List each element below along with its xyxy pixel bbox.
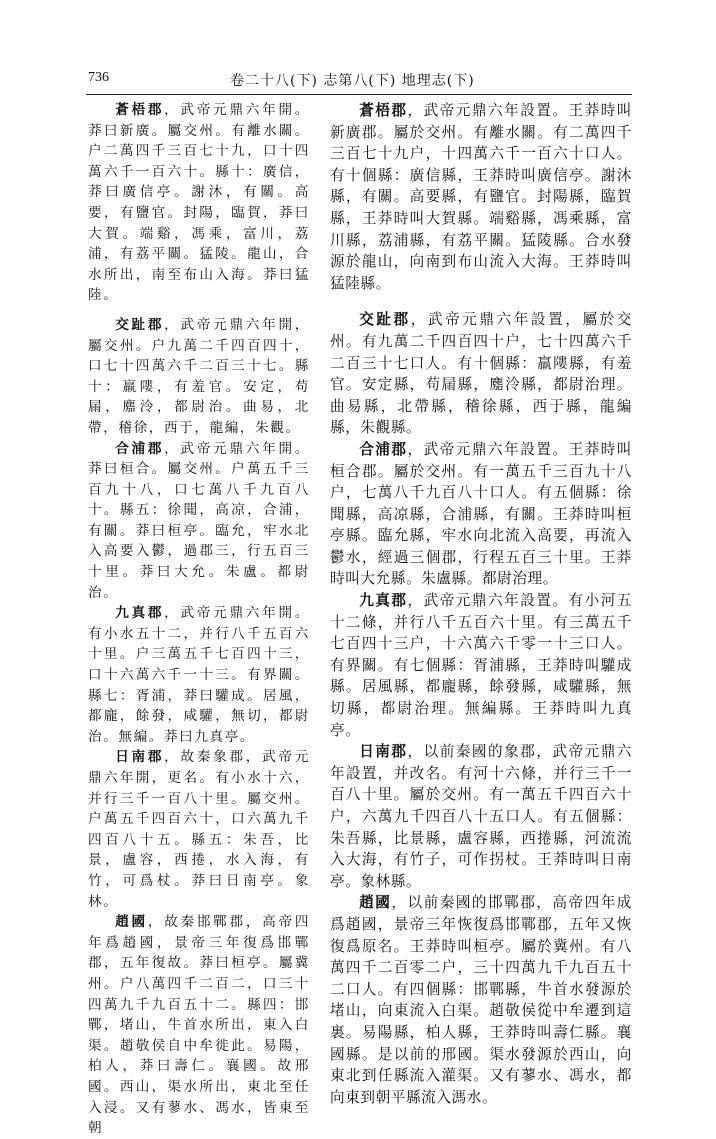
right-column-translation: [330, 100, 632, 1108]
paragraph-zhao-translation: 趙國，以前秦國的邯鄲郡，高帝四年成爲趙國，景帝三年恢復爲邯鄲郡，五年又恢復爲原名。王莽時叫桓亭。屬於冀州。有八萬四千二百零二户，三十四萬九千九百五十二口人。有四個縣：邯鄲縣，牛首水發源於堵山，向東流入白渠。趙敬侯從中牟遷到這裏。易陽縣，柏人縣，王莽時叫壽仁縣。襄國縣。是以前的邢國。渠水發源於西山，向東北到任縣流入灌渠。又有蓼水、馮水，都向東到朝平縣流入溤水。: [330, 894, 632, 1106]
paragraph-hepu-translation: 合浦郡，武帝元鼎六年設置。王莽時叫桓合郡。屬於交州。有一萬五千三百九十八户，七萬八千九百八十口人。有五個縣：徐聞縣，高凉縣，合浦縣，有關。王莽時叫桓亭縣。臨允縣，牢水向北流入高要，再流入鬱水，經過三個郡，行程五百三十里。王莽時叫大允縣。朱盧縣。都尉治理。: [330, 440, 632, 588]
paragraph-zhao: 趙國，故秦邯鄲郡，高帝四年爲趙國，景帝三年復爲邯鄲郡，五年復故。莽曰桓亭。屬冀州。户八萬四千二百二，口三十四萬九千九百五十二。縣四：邯鄲，堵山，牛首水所出，東入白渠。趙敬侯自中牟徙此。易陽，柏人，莽曰壽仁。襄國。故邢國。西山，渠水所出，東北至任入浸。又有蓼水、馮水，皆東至朝: [88, 914, 311, 1137]
paragraph-jiaozhi-translation: 交趾郡，武帝元鼎六年設置，屬於交州。有九萬二千四百四十户，七十四萬六千二百三十七口人。有十個縣：羸𨻻縣，有羞官。安定縣，苟屚縣，䴥泠縣，都尉治理。曲易縣，北帶縣，稽徐縣，西于縣，龍編縣，朱觀縣。: [330, 311, 632, 437]
running-title: 卷二十八(下) 志第八(下) 地理志(下): [230, 73, 475, 89]
paragraph-jiuzhen: 九真郡，武帝元鼎六年開。有小水五十二，并行八千五百六十里。户三萬五千七百四十三，口十六萬六千一十三。有界關。縣七：胥浦，莽曰驩成。居風，都龐，餘發，咸驩，無切，都尉治。無編。莽曰九真亭。: [88, 605, 310, 745]
header-rule: [86, 94, 632, 95]
paragraph-cangwu-translation: 蒼梧郡，武帝元鼎六年設置。王莽時叫新廣郡。屬於交州。有離水關。有二萬四千三百七十九户，十四萬六千一百六十口人。有十個縣：廣信縣，王莽時叫廣信亭。謝沐縣，有關。高要縣，有鹽官。封陽縣，臨賀縣，王莽時叫大賀縣。端谿縣，馮乘縣，富川縣，荔浦縣，有荔平關。猛陵縣。合水發源於龍山，向南到布山流入大海。王莽時叫猛陸縣。: [330, 102, 632, 292]
page-header: [0, 70, 716, 92]
left-column-classical-text: [88, 100, 310, 1139]
page-number: 736: [88, 70, 109, 85]
paragraph-cangwu: 蒼梧郡，武帝元鼎六年開。莽曰新廣。屬交州。有離水關。户二萬四千三百七十九，口十四萬六千一百六十。縣十：廣信，莽曰廣信亭。謝沐，有關。高要，有鹽官。封陽，臨賀，莽曰大賀。端谿，馮乘，富川，荔浦，有荔平關。猛陵。龍山，合水所出，南至布山入海。莽曰猛陸。: [88, 102, 310, 304]
paragraph-jiuzhen-translation: 九真郡，武帝元鼎六年設置。有小河五十二條，并行八千五百六十里。有三萬五千七百四十三户，十六萬六千零一十三口人。有界關。有七個縣：胥浦縣，王莽時叫驩成縣。居風縣，都龐縣，餘發縣，咸驩縣，無切縣，都尉治理。無編縣。王莽時叫九真亭。: [330, 592, 632, 739]
paragraph-rinan: 日南郡，故秦象郡，武帝元鼎六年開，更名。有小水十六，并行三千一百八十里。屬交州。户萬五千四百六十，口六萬九千四百八十五。縣五：朱吾，比景，盧容，西捲，水入海，有竹，可爲杖。莽曰日南亭。象林。: [88, 749, 310, 910]
paragraph-rinan-translation: 日南郡，以前秦國的象郡，武帝元鼎六年設置，并改名。有河十六條，并行三千一百八十里。屬於交州。有一萬五千四百六十户，六萬九千四百八十五口人。有五個縣：朱吾縣，比景縣，盧容縣，西捲縣，河流流入大海，有竹子，可作拐杖。王莽時叫日南亭。象林縣。: [330, 743, 632, 890]
paragraph-jiaozhi: 交趾郡，武帝元鼎六年開，屬交州。户九萬二千四百四十，口七十四萬六千二百三十七。縣十：羸𨻻，有羞官。安定，苟屚，䴥泠，都尉治。曲易，北帶，稽徐，西于，龍編，朱觀。: [88, 316, 310, 436]
paragraph-hepu: 合浦郡，武帝元鼎六年開。莽曰桓合。屬交州。户萬五千三百九十八，口七萬八千九百八十。縣五：徐聞，高凉，合浦，有關。莽曰桓亭。臨允，牢水北入高要入鬱，過郡三，行五百三十里。莽曰大允。朱盧。都尉治。: [88, 440, 310, 601]
